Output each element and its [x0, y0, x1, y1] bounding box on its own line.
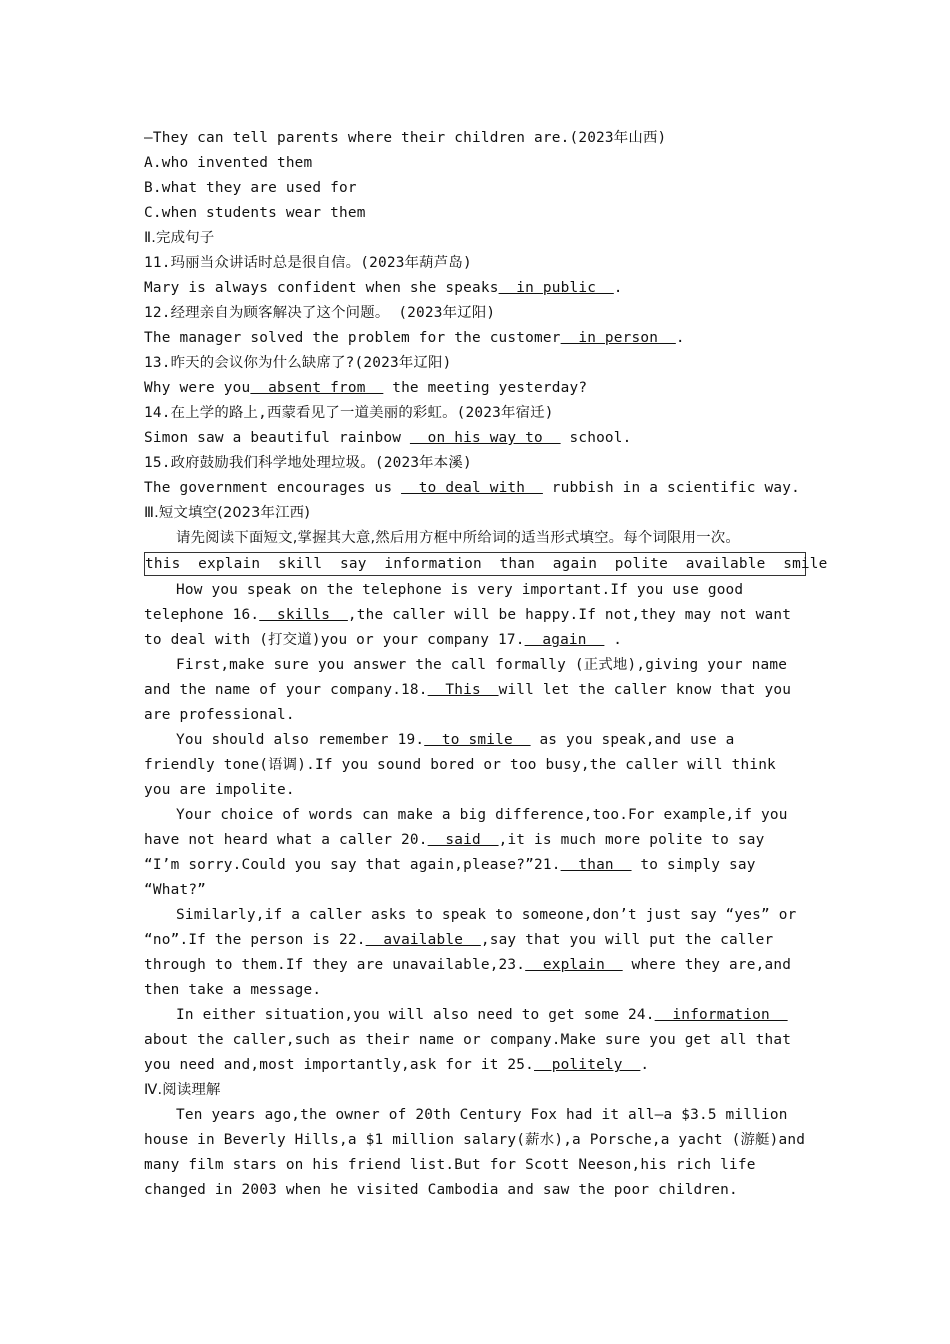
passage-paragraph-5 — [144, 903, 808, 1003]
q15-answer: to deal with — [401, 480, 543, 496]
q12-post: . — [675, 330, 685, 346]
q11-chinese: 11.玛丽当众讲话时总是很自信。(2023年葫芦岛) — [144, 255, 472, 271]
answer-21: than — [560, 857, 632, 873]
q12-answer: in person — [560, 330, 676, 346]
q15-pre: The government encourages us — [144, 480, 402, 496]
answer-16: skills — [259, 607, 348, 623]
p5-text-c: where they are,and then take a message. — [144, 957, 792, 998]
q14-english — [144, 426, 808, 451]
q11-post: . — [613, 280, 623, 296]
passage-paragraph-1 — [144, 578, 808, 653]
passage-paragraph-6 — [144, 1003, 808, 1078]
answer-18: This — [427, 682, 499, 698]
p3-text-b: as you speak,and use a friendly tone(语调).If you sound bored or too busy,the caller will think you are impolite. — [144, 732, 776, 798]
p6-text-c: . — [640, 1057, 650, 1073]
section2-heading: Ⅱ.完成句子 — [144, 230, 215, 246]
section3-instruction: 请先阅读下面短文,掌握其大意,然后用方框中所给词的适当形式填空。每个词限用一次。 — [176, 530, 740, 546]
q13-answer: absent from — [250, 380, 384, 396]
answer-24: information — [654, 1007, 788, 1023]
q15-english — [144, 476, 808, 501]
q11-pre: Mary is always confident when she speaks — [144, 280, 499, 296]
p4-text-c: to simply say “What?” — [144, 857, 756, 898]
section3-heading: Ⅲ.短文填空(2023年江西) — [144, 505, 311, 521]
passage-paragraph-3 — [144, 728, 808, 803]
passage-paragraph-4 — [144, 803, 808, 903]
reading-paragraph-1: Ten years ago,the owner of 20th Century Fox had it all—a $3.5 million house in Beverly Hills,a $1 million salary(薪水),a Porsche,a yacht (游艇)and many film stars on his friend list.But for Scott Neeson,his rich life changed in 2003 when he visited Cambodia and saw the poor children. — [144, 1107, 806, 1198]
q15-post: rubbish in a scientific way. — [542, 480, 800, 496]
q12-english — [144, 326, 808, 351]
answer-22: available — [365, 932, 481, 948]
q10-option-a: A.who invented them — [144, 155, 313, 171]
p1-text-b: ,the caller will be happy.If not,they may not want to deal with (打交道)you or your company 17. — [144, 607, 792, 648]
q13 — [144, 351, 808, 401]
answer-19: to smile — [424, 732, 531, 748]
p2-text-a: First,make sure you answer the call formally (正式地),giving your name and the name of your company.18. — [144, 657, 788, 698]
q14-pre: Simon saw a beautiful rainbow — [144, 430, 410, 446]
q13-chinese: 13.昨天的会议你为什么缺席了?(2023年辽阳) — [144, 355, 452, 371]
q15 — [144, 451, 808, 501]
q12 — [144, 301, 808, 351]
p3-text-a: You should also remember 19. — [176, 732, 425, 748]
q14-answer: on his way to — [409, 430, 561, 446]
p1-text-c: . — [604, 632, 623, 648]
q14 — [144, 401, 808, 451]
p6-text-b: about the caller,such as their name or company.Make sure you get all that you need and,most importantly,ask for it 25. — [144, 1032, 792, 1073]
q12-pre: The manager solved the problem for the customer — [144, 330, 561, 346]
answer-25: politely — [534, 1057, 641, 1073]
q11-english — [144, 276, 808, 301]
p6-text-a: In either situation,you will also need to get some 24. — [176, 1007, 655, 1023]
answer-17: again — [524, 632, 605, 648]
p4-text-b: ,it is much more polite to say “I’m sorry.Could you say that again,please?”21. — [144, 832, 765, 873]
q14-post: school. — [560, 430, 632, 446]
q11 — [144, 251, 808, 301]
q13-english — [144, 376, 808, 401]
passage-paragraph-2 — [144, 653, 808, 728]
p4-text-a: Your choice of words can make a big difference,too.For example,if you have not heard what a caller 20. — [144, 807, 788, 848]
p2-text-b: will let the caller know that you are professional. — [144, 682, 792, 723]
q10-option-c: C.when students wear them — [144, 205, 366, 221]
q15-chinese: 15.政府鼓励我们科学地处理垃圾。(2023年本溪) — [144, 455, 472, 471]
p1-text-a: How you speak on the telephone is very important.If you use good telephone 16. — [144, 582, 744, 623]
worksheet-page — [144, 126, 828, 1203]
p5-text-b: ,say that you will put the caller through to them.If they are unavailable,23. — [144, 932, 774, 973]
q14-chinese: 14.在上学的路上,西蒙看见了一道美丽的彩虹。(2023年宿迁) — [144, 405, 554, 421]
p5-text-a: Similarly,if a caller asks to speak to someone,don’t just say “yes” or “no”.If the person is 22. — [144, 907, 797, 948]
answer-23: explain — [525, 957, 623, 973]
q12-chinese: 12.经理亲自为顾客解决了这个问题。 (2023年辽阳) — [144, 305, 496, 321]
q13-post: the meeting yesterday? — [383, 380, 588, 396]
answer-20: said — [427, 832, 499, 848]
q10-answer-line: —They can tell parents where their children are.(2023年山西) — [144, 130, 667, 146]
q11-answer: in public — [498, 280, 614, 296]
q13-pre: Why were you — [144, 380, 251, 396]
section4-heading: Ⅳ.阅读理解 — [144, 1082, 221, 1098]
word-box: this explain skill say information than again polite available smile — [144, 552, 806, 576]
q10-option-b: B.what they are used for — [144, 180, 357, 196]
